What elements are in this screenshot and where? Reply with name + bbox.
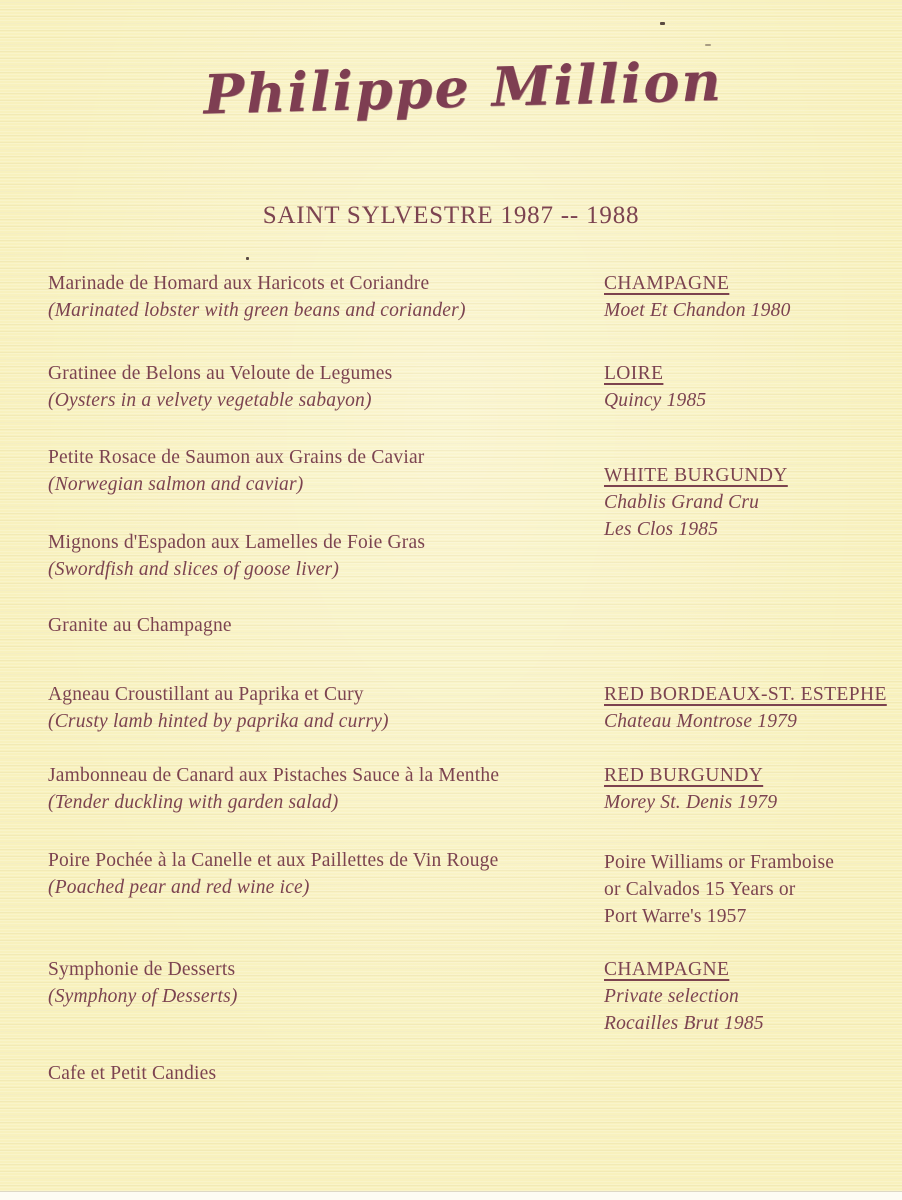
dish — [48, 270, 593, 324]
dish — [48, 1060, 593, 1087]
wine-category: RED BORDEAUX-ST. ESTEPHE — [604, 684, 887, 705]
wine-category: WHITE BURGUNDY — [604, 465, 788, 486]
wine-pairing — [604, 849, 896, 930]
dish-name: Petite Rosace de Saumon aux Grains de Caviar — [48, 447, 425, 468]
wine-line: Chateau Montrose 1979 — [604, 711, 798, 732]
wine-line: or Calvados 15 Years or — [604, 879, 796, 900]
wine-line: Rocailles Brut 1985 — [604, 1013, 764, 1034]
wine-pairing — [604, 762, 896, 816]
wine-category: LOIRE — [604, 363, 664, 384]
dish — [48, 762, 593, 816]
dish — [48, 681, 593, 735]
scan-edge — [0, 1191, 902, 1200]
dish-translation: (Tender duckling with garden salad) — [48, 792, 339, 813]
dish — [48, 956, 593, 1010]
wine-category: RED BURGUNDY — [604, 765, 764, 786]
dish — [48, 444, 593, 498]
wine-pairing — [604, 956, 896, 1037]
dish-translation: (Poached pear and red wine ice) — [48, 877, 310, 898]
menu-title: SAINT SYLVESTRE 1987 -- 1988 — [262, 202, 640, 229]
dish — [48, 360, 593, 414]
dish-translation: (Swordfish and slices of goose liver) — [48, 559, 340, 580]
wine-line: Poire Williams or Framboise — [604, 852, 835, 873]
dish-name: Marinade de Homard aux Haricots et Coriandre — [48, 273, 430, 294]
dish-name: Mignons d'Espadon aux Lamelles de Foie Gras — [48, 532, 426, 553]
dish-name: Poire Pochée à la Canelle et aux Paillettes de Vin Rouge — [48, 850, 499, 871]
dish-name: Granite au Champagne — [48, 615, 232, 636]
wine-line: Private selection — [604, 986, 739, 1007]
dish-translation: (Marinated lobster with green beans and coriander) — [48, 300, 466, 321]
restaurant-logo: Philippe Million — [202, 48, 724, 127]
wine-category: CHAMPAGNE — [604, 273, 730, 294]
dish — [48, 612, 593, 639]
wine-category: CHAMPAGNE — [604, 959, 730, 980]
wine-line: Port Warre's 1957 — [604, 906, 747, 927]
scan-speck — [246, 257, 249, 260]
dish-translation: (Symphony of Desserts) — [48, 986, 238, 1007]
wine-pairing — [604, 681, 896, 735]
dish-translation: (Oysters in a velvety vegetable sabayon) — [48, 390, 372, 411]
dish-translation: (Crusty lamb hinted by paprika and curry) — [48, 711, 389, 732]
dish-name: Cafe et Petit Candies — [48, 1063, 217, 1084]
dish — [48, 529, 593, 583]
dish-translation: (Norwegian salmon and caviar) — [48, 474, 304, 495]
dish-name: Gratinee de Belons au Veloute de Legumes — [48, 363, 393, 384]
wine-line: Chablis Grand Cru — [604, 492, 760, 513]
wine-line: Morey St. Denis 1979 — [604, 792, 778, 813]
dish — [48, 847, 593, 901]
wine-pairing — [604, 270, 896, 324]
wine-line: Les Clos 1985 — [604, 519, 719, 540]
scan-speck — [660, 22, 665, 25]
wine-line: Moet Et Chandon 1980 — [604, 300, 791, 321]
wine-pairing — [604, 360, 896, 414]
wine-line: Quincy 1985 — [604, 390, 707, 411]
dish-name: Jambonneau de Canard aux Pistaches Sauce à la Menthe — [48, 765, 500, 786]
dish-name: Symphonie de Desserts — [48, 959, 236, 980]
dish-name: Agneau Croustillant au Paprika et Cury — [48, 684, 364, 705]
wine-pairing — [604, 462, 896, 543]
scan-speck — [705, 44, 711, 46]
